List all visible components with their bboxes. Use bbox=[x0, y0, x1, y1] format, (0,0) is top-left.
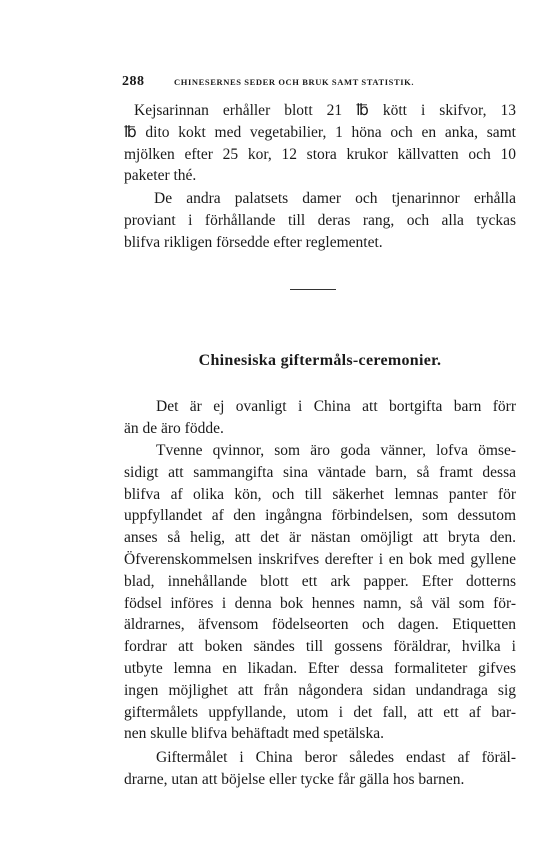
text-line: än de äro födde. bbox=[124, 419, 224, 437]
text-line: ingen möjlighet att från någondera sidan undandraga sig bbox=[124, 681, 516, 699]
paragraph-marriage-agreement bbox=[124, 440, 516, 745]
text-line: Tvenne qvinnor, som äro goda vänner, lofva ömse- bbox=[156, 442, 516, 459]
section-heading: Chinesiska giftermåls-ceremonier. bbox=[198, 352, 442, 369]
page-number: 288 bbox=[122, 74, 145, 89]
text-line: nen skulle blifva behäftadt med spetälska. bbox=[124, 725, 384, 743]
text-line: proviant i förhållande till deras rang, och alla tyckas bbox=[124, 211, 516, 229]
text-line: ℔ dito kokt med vegetabilier, 1 höna och en anka, samt bbox=[124, 123, 516, 141]
text-line: Kejsarinnan erhåller blott 21 ℔ kött i skifvor, 13 bbox=[134, 102, 516, 119]
text-line: födsel införes i denna bok hennes namn, så väl som för- bbox=[124, 594, 516, 612]
text-line: Det är ej ovanligt i China att bortgifta barn förr bbox=[156, 398, 516, 415]
text-line: Öfverenskommelsen inskrifves derefter i en bok med gyllene bbox=[124, 550, 516, 568]
text-line: mjölken efter 25 kor, 12 stora krukor källvatten och 10 bbox=[124, 145, 516, 163]
text-line: paketer thé. bbox=[124, 167, 197, 185]
text-line: fordrar att boken sändes till gossens föräldrar, hvilka i bbox=[124, 638, 516, 656]
running-head bbox=[122, 74, 522, 90]
text-line: Giftermålet i China beror således endast af föräl- bbox=[156, 749, 516, 766]
text-line: utbyte lemna en likadan. Efter dessa formaliteter gifves bbox=[124, 659, 516, 677]
section-divider bbox=[290, 289, 336, 290]
text-line: blad, innehållande blott ett ark papper. Efter dotterns bbox=[124, 572, 516, 590]
paragraph-parental-decision bbox=[124, 747, 516, 791]
running-title: CHINESERNES SEDER OCH BRUK SAMT STATISTIK. bbox=[174, 77, 415, 87]
text-line: blifva af olika kön, och till säkerhet lemnas panter för bbox=[124, 485, 516, 503]
text-line: drarne, utan att böjelse eller tycke får gälla hos barnen. bbox=[124, 770, 465, 788]
text-line: sidigt att sammangifta sina väntade barn, så framt dessa bbox=[124, 463, 516, 481]
text-line: blifva rikligen försedde efter reglementet. bbox=[124, 233, 383, 251]
paragraph-empress-rations bbox=[124, 100, 516, 187]
text-line: anses så helig, att det är nästan omöjligt att bryta den. bbox=[124, 529, 516, 547]
paragraph-child-betrothal bbox=[124, 396, 516, 440]
text-line: giftermålets uppfyllande, utom i det fall, att ett af bar- bbox=[124, 703, 516, 721]
text-line: uppfyllandet af den ingångna förbindelsen, som dessutom bbox=[124, 507, 516, 525]
text-line: De andra palatsets damer och tjenarinnor erhålla bbox=[154, 190, 516, 207]
text-line: äldrarnes, äfvensom födelseorten och dagen. Etiquetten bbox=[124, 616, 516, 634]
paragraph-palace-ladies bbox=[124, 188, 516, 253]
